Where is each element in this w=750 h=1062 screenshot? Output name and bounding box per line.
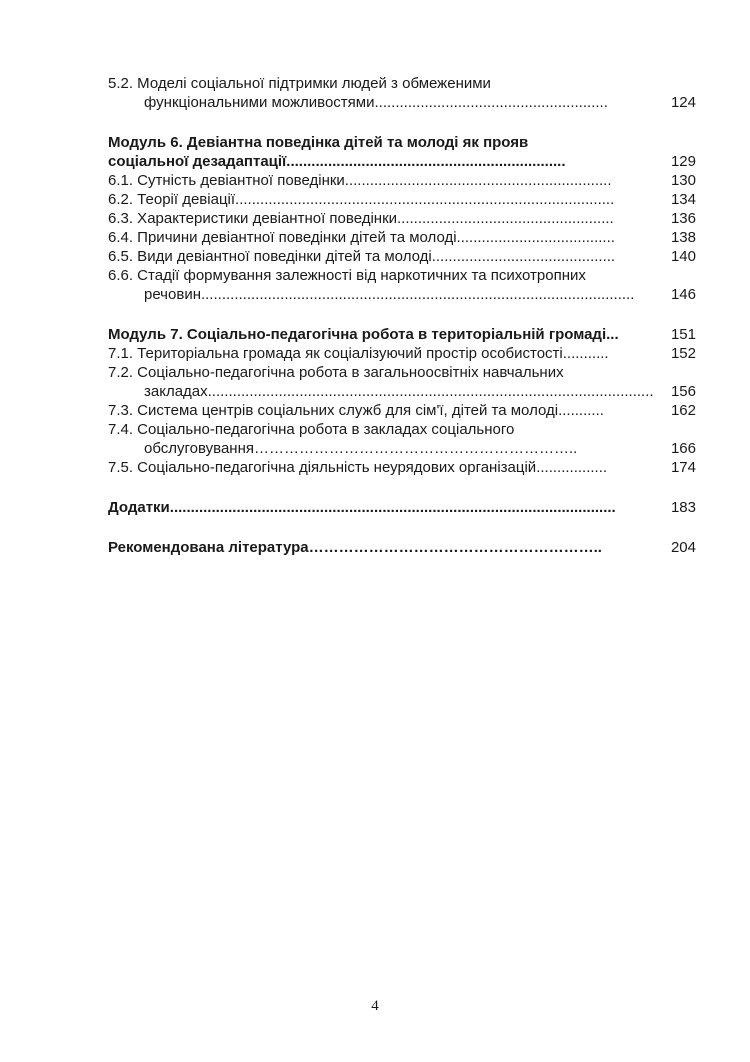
toc-entry-7-2[interactable] <box>108 363 696 401</box>
toc-entry-text: 7.1. Територіальна громада як соціалізуючий простір особистості........... <box>108 345 609 362</box>
toc-page-number: 124 <box>670 94 696 111</box>
toc-entry-text: речовин........................................................................................................ <box>144 286 635 303</box>
toc-entry-text: 6.6. Стадії формування залежності від наркотичних та психотропних <box>108 267 586 284</box>
toc-entry-text: Модуль 7. Соціально-педагогічна робота в територіальній громаді... <box>108 326 619 343</box>
table-of-contents <box>108 74 696 557</box>
toc-page-number: 151 <box>670 326 696 343</box>
toc-entry-text: 6.3. Характеристики девіантної поведінки.................................................... <box>108 210 614 227</box>
toc-entry-6-4[interactable] <box>108 228 696 247</box>
toc-entry-7-1[interactable] <box>108 344 696 363</box>
toc-entry-6-5[interactable] <box>108 247 696 266</box>
toc-page-number: 152 <box>670 345 696 362</box>
toc-page-number: 140 <box>670 248 696 265</box>
toc-entry-module-6[interactable] <box>108 133 696 171</box>
toc-page-number: 166 <box>670 440 696 457</box>
page-footer-number: 4 <box>371 998 379 1014</box>
toc-entry-6-3[interactable] <box>108 209 696 228</box>
toc-page-number: 134 <box>670 191 696 208</box>
toc-entry-text: функціональними можливостями........................................................ <box>144 94 608 111</box>
toc-page-number: 146 <box>670 286 696 303</box>
toc-entry-5-2[interactable] <box>108 74 696 112</box>
toc-page-number: 204 <box>670 539 696 556</box>
toc-entry-text: 5.2. Моделі соціальної підтримки людей з обмеженими <box>108 75 491 92</box>
toc-entry-text: 7.5. Соціально-педагогічна діяльність неурядових організацій................. <box>108 459 608 476</box>
toc-entry-text: 6.2. Теорії девіації........................................................................................... <box>108 191 615 208</box>
toc-entry-6-2[interactable] <box>108 190 696 209</box>
toc-entry-text: 6.5. Види девіантної поведінки дітей та молоді............................................ <box>108 248 616 265</box>
toc-entry-text: закладах........................................................................................................... <box>144 383 654 400</box>
toc-entry-text: соціальної дезадаптації................................................................... <box>108 153 566 170</box>
toc-entry-text: 6.1. Сутність девіантної поведінки................................................................ <box>108 172 612 189</box>
toc-entry-text: 6.4. Причини девіантної поведінки дітей та молоді...................................... <box>108 229 615 246</box>
toc-entry-text: 7.2. Соціально-педагогічна робота в загальноосвітніх навчальних <box>108 364 564 381</box>
toc-page-number: 174 <box>670 459 696 476</box>
toc-entry-module-7[interactable] <box>108 325 696 344</box>
toc-page-number: 183 <box>670 499 696 516</box>
toc-entry-6-1[interactable] <box>108 171 696 190</box>
toc-entry-text: Рекомендована література………………………………………………….. <box>108 539 602 556</box>
toc-entry-appendices[interactable] <box>108 498 696 517</box>
toc-page-number: 136 <box>670 210 696 227</box>
toc-entry-6-6[interactable] <box>108 266 696 304</box>
toc-page-number: 130 <box>670 172 696 189</box>
toc-entry-7-5[interactable] <box>108 458 696 477</box>
toc-entry-7-3[interactable] <box>108 401 696 420</box>
toc-page-number: 162 <box>670 402 696 419</box>
toc-page-number: 138 <box>670 229 696 246</box>
toc-page-number: 129 <box>670 153 696 170</box>
toc-page-number: 156 <box>670 383 696 400</box>
toc-entry-text: 7.4. Соціально-педагогічна робота в закладах соціального <box>108 421 515 438</box>
toc-entry-text: 7.3. Система центрів соціальних служб для сім'ї, дітей та молоді........... <box>108 402 604 419</box>
toc-entry-7-4[interactable] <box>108 420 696 458</box>
toc-entry-text: Модуль 6. Девіантна поведінка дітей та молоді як прояв <box>108 134 529 151</box>
toc-entry-text: Додатки........................................................................................................... <box>108 499 616 516</box>
toc-entry-text: обслуговування……………………………………………………….. <box>144 440 578 457</box>
toc-entry-references[interactable] <box>108 538 696 557</box>
